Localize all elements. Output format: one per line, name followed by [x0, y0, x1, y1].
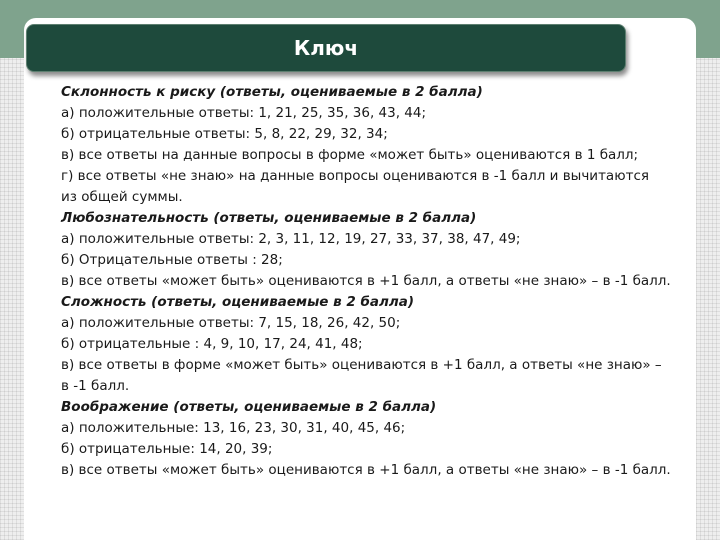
text-line: в -1 балл. [61, 378, 130, 394]
answer-key-text [61, 82, 701, 481]
page-title: Ключ [293, 36, 359, 60]
title-bar [26, 24, 626, 72]
section-heading: Склонность к риску (ответы, оцениваемые в 2 балла) [61, 84, 483, 100]
text-line: в) все ответы «может быть» оцениваются в +1 балл, а ответы «не знаю» – в -1 балл. [61, 273, 671, 289]
section-heading: Любознательность (ответы, оцениваемые в 2 балла) [61, 210, 477, 226]
text-line: а) положительные ответы: 1, 21, 25, 35, 36, 43, 44; [61, 105, 427, 121]
text-line: г) все ответы «не знаю» на данные вопросы оцениваются в -1 балл и вычитаются [61, 168, 649, 184]
text-line: б) отрицательные : 4, 9, 10, 17, 24, 41, 48; [61, 336, 363, 352]
text-line: а) положительные ответы: 2, 3, 11, 12, 19, 27, 33, 37, 38, 47, 49; [61, 231, 521, 247]
text-line: б) отрицательные ответы: 5, 8, 22, 29, 32, 34; [61, 126, 388, 142]
text-line: из общей суммы. [61, 189, 183, 205]
text-line: б) отрицательные: 14, 20, 39; [61, 441, 273, 457]
text-line: б) Отрицательные ответы : 28; [61, 252, 283, 268]
text-line: в) все ответы на данные вопросы в форме «может быть» оцениваются в 1 балл; [61, 147, 639, 163]
text-line: в) все ответы «может быть» оцениваются в +1 балл, а ответы «не знаю» – в -1 балл. [61, 462, 671, 478]
section-heading: Воображение (ответы, оцениваемые в 2 балла) [61, 399, 437, 415]
text-line: в) все ответы в форме «может быть» оцениваются в +1 балл, а ответы «не знаю» – [61, 357, 662, 373]
section-heading: Сложность (ответы, оцениваемые в 2 балла) [61, 294, 415, 310]
text-line: а) положительные: 13, 16, 23, 30, 31, 40, 45, 46; [61, 420, 406, 436]
text-line: а) положительные ответы: 7, 15, 18, 26, 42, 50; [61, 315, 401, 331]
left-decorative-stripe [0, 58, 24, 540]
